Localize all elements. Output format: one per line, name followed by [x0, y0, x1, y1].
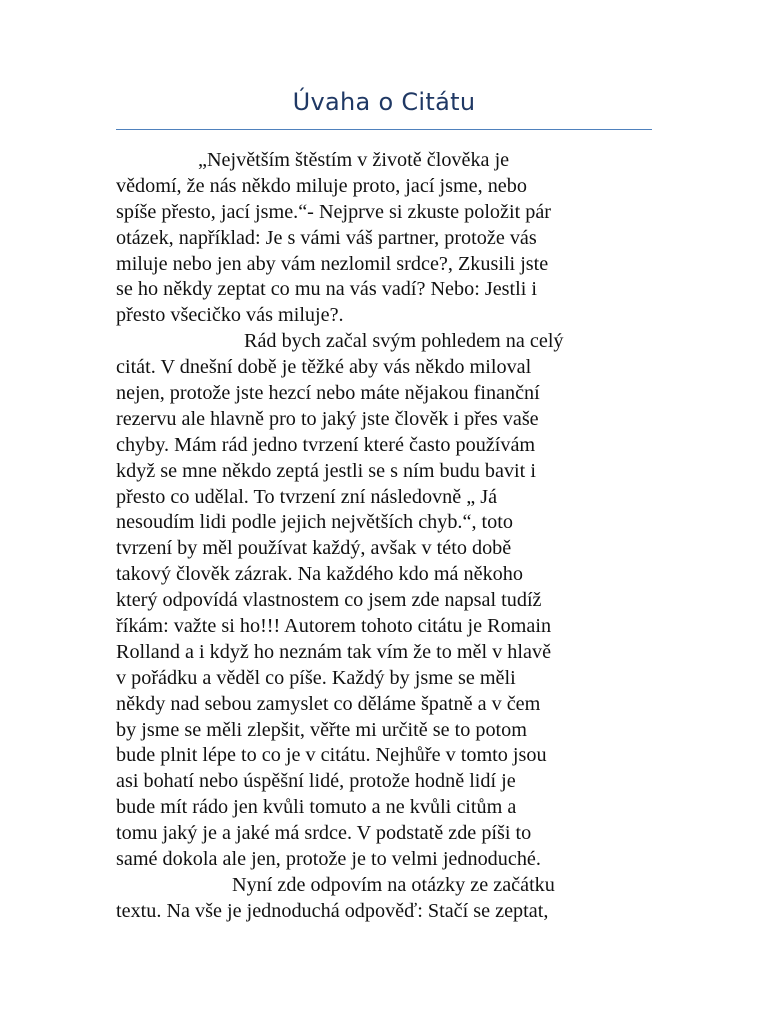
title-underline-divider [116, 129, 652, 130]
body-text-line: Rád bych začal svým pohledem na celý [244, 330, 564, 353]
body-text-line: tvrzení by měl používat každý, avšak v této době [116, 537, 512, 560]
body-text-line: nejen, protože jste hezcí nebo máte nějakou finanční [116, 382, 540, 405]
body-text-line: když se mne někdo zeptá jestli se s ním budu bavit i [116, 459, 536, 482]
body-text-line: otázek, například: Je s vámi váš partner, protože vás [116, 226, 537, 249]
body-text-line: asi bohatí nebo úspěšní lidé, protože hodně lidí je [116, 770, 516, 793]
body-text-line: „Největším štěstím v životě člověka je [198, 149, 510, 171]
body-text-line: chyby. Mám rád jedno tvrzení které často používám [116, 433, 536, 456]
body-text-line: vědomí, že nás někdo miluje proto, jací jsme, nebo [116, 174, 527, 197]
body-text-line: miluje nebo jen aby vám nezlomil srdce?, Zkusili jste [116, 252, 549, 275]
body-text-line: Rolland a i když ho neznám tak vím že to měl v hlavě [116, 640, 552, 663]
body-text-line: citát. V dnešní době je těžké aby vás někdo miloval [116, 356, 532, 379]
body-text-line: nesoudím lidi podle jejich největších chyb.“, toto [116, 511, 513, 534]
body-text-line: přesto všecičko vás miluje?. [116, 304, 344, 327]
body-text-line: by jsme se měli zlepšit, věřte mi určitě se to potom [116, 718, 527, 741]
body-text-line: rezervu ale hlavně pro to jaký jste člověk i přes vaše [116, 407, 539, 430]
body-text-line: někdy nad sebou zamyslet co děláme špatně a v čem [116, 692, 541, 715]
body-text-line: bude mít rádo jen kvůli tomuto a ne kvůli citům a [116, 796, 517, 819]
body-text-line: spíše přesto, jací jsme.“- Nejprve si zkuste položit pár [116, 200, 552, 223]
body-text-line: říkám: važte si ho!!! Autorem tohoto citátu je Romain [116, 615, 552, 638]
body-text-line: tomu jaký je a jaké má srdce. V podstatě zde píši to [116, 822, 532, 845]
body-text-line: Nyní zde odpovím na otázky ze začátku [232, 873, 555, 896]
document-body [116, 148, 652, 925]
body-text-line: který odpovídá vlastnostem co jsem zde napsal tudíž [116, 589, 542, 612]
body-text-line: textu. Na vše je jednoduchá odpověď: Stačí se zeptat, [116, 899, 549, 922]
body-text-line: samé dokola ale jen, protože je to velmi jednoduché. [116, 848, 541, 871]
body-text-line: se ho někdy zeptat co mu na vás vadí? Nebo: Jestli i [116, 278, 538, 301]
body-text-line: v pořádku a věděl co píše. Každý by jsme se měli [116, 666, 516, 689]
body-text-line: bude plnit lépe to co je v citátu. Nejhůře v tomto jsou [116, 744, 547, 767]
document-title: Úvaha o Citátu [292, 88, 476, 116]
body-text-line: přesto co udělal. To tvrzení zní následovně „ Já [116, 485, 498, 508]
body-text-line: takový člověk zázrak. Na každého kdo má někoho [116, 563, 523, 586]
